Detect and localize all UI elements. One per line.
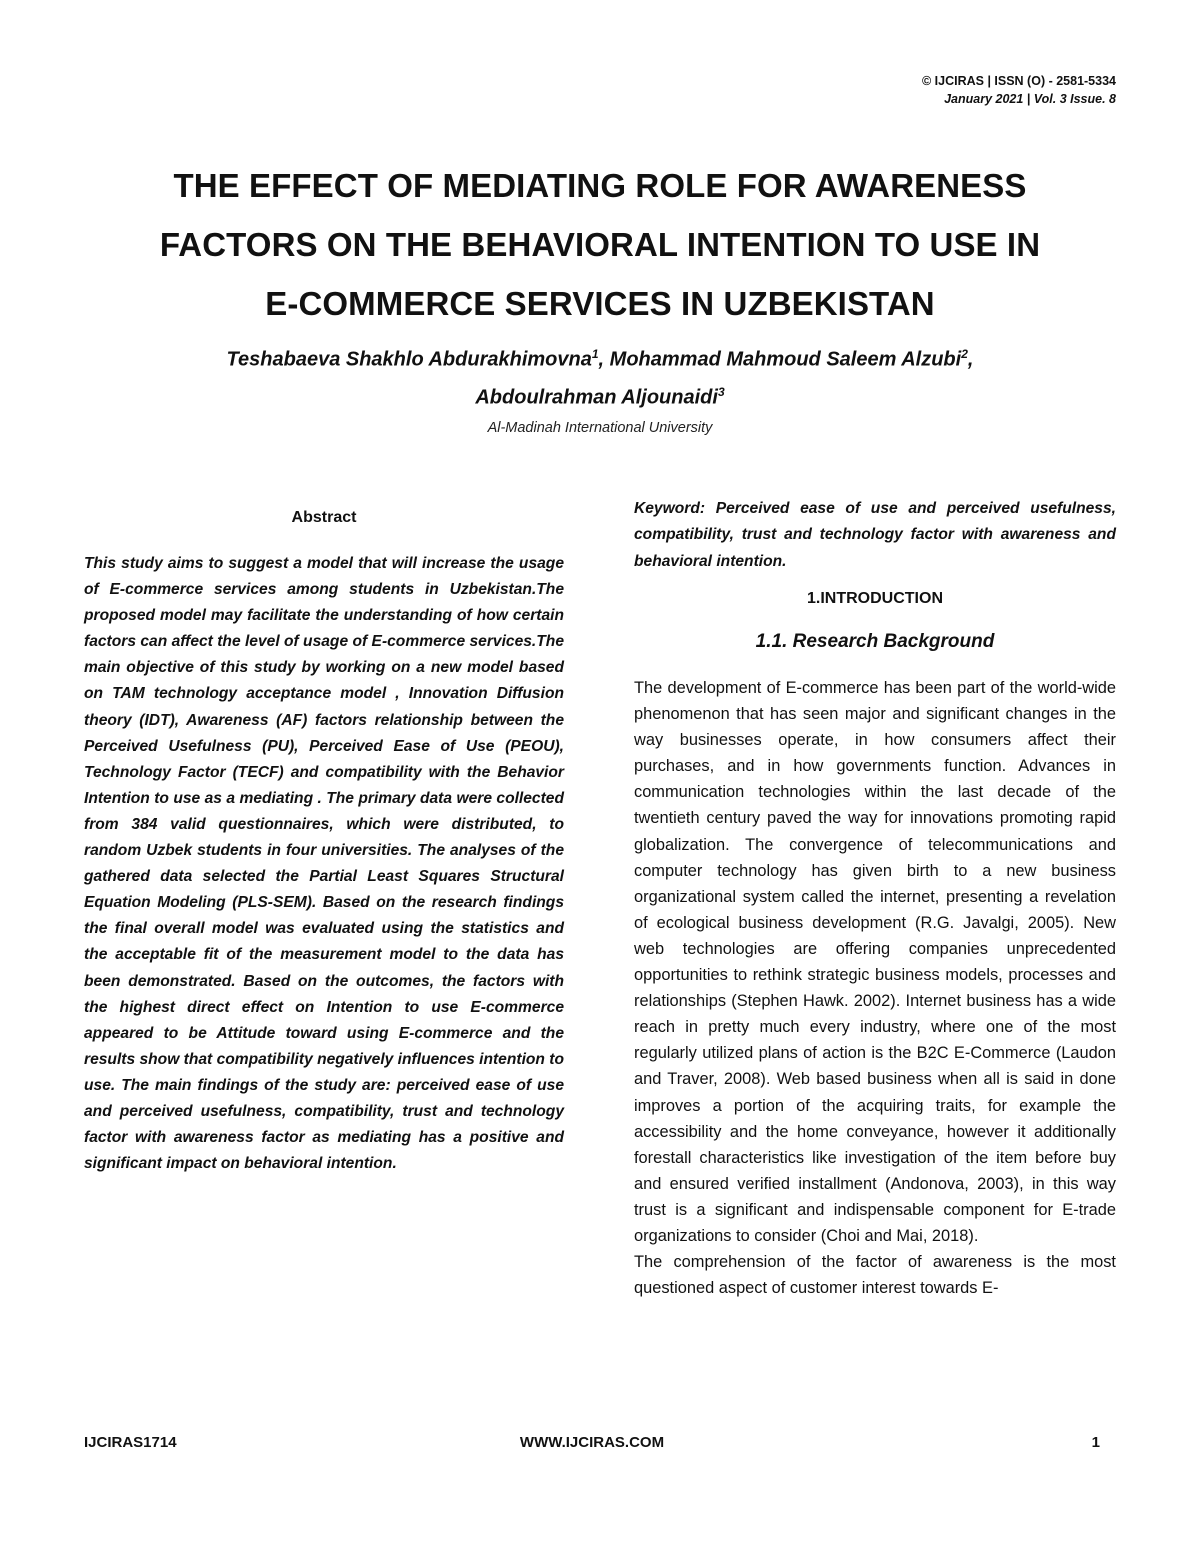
author-1: Teshabaeva Shakhlo Abdurakhimovna	[226, 348, 592, 371]
page-footer	[84, 1434, 1100, 1456]
keywords: Keyword: Perceived ease of use and perceived usefulness, compatibility, trust and technology factor with awareness and behavioral intention.	[634, 500, 1116, 570]
author-2: Mohammad Mahmoud Saleem Alzubi	[609, 348, 962, 371]
author-3: Abdoulrahman Aljounaidi	[475, 386, 718, 409]
footer-paper-id: IJCIRAS1714	[84, 1434, 177, 1451]
title-line-3: E-COMMERCE SERVICES IN UZBEKISTAN	[265, 285, 935, 322]
journal-issue: January 2021 | Vol. 3 Issue. 8	[944, 92, 1116, 106]
author-list: Teshabaeva Shakhlo Abdurakhimovna$^1$, Mohammad Mahmoud Saleem Alzubi$^2$, Abdoulrahman Aljounaidi$^3$	[226, 347, 974, 409]
introduction-body	[634, 675, 1116, 1301]
abstract-text: This study aims to suggest a model that will increase the usage of E-commerce services among students in Uzbekistan.The proposed model may facilitate the understanding of how certain factors can affect the level of usage of E-commerce services.The main objective of this study by working on a new model based on TAM technology acceptance model , Innovation Diffusion theory (IDT), Awareness (AF) factors relationship between the Perceived Usefulness (PU), Perceived Ease of Use (PEOU), Technology Factor (TECF) and compatibility with the Behavior Intention to use as a mediating . The primary data were collected from 384 valid questionnaires, which were distributed, to random Uzbek students in four universities. The analyses of the gathered data selected the Partial Least Squares Structural Equation Modeling (PLS-SEM). Based on the research findings the final overall model was evaluated using the statistics and the acceptable fit of the measurement model to the data has been demonstrated. Based on the outcomes, the factors with the highest direct effect on Intention to use E-commerce appeared to be Attitude toward using E-commerce and the results show that compatibility negatively influences intention to use. The main findings of the study are: perceived ease of use and perceived usefulness, compatibility, trust and technology factor with awareness factor as mediating has a positive and significant impact on behavioral intention.	[84, 555, 565, 1173]
footer-website: WWW.IJCIRAS.COM	[519, 1434, 665, 1451]
affiliation: Al-Madinah International University	[487, 420, 713, 436]
author-3-affiliation-mark: 3	[717, 384, 725, 399]
page-number: 1	[1091, 1434, 1100, 1451]
section-heading-introduction: 1.INTRODUCTION	[807, 590, 943, 607]
journal-issn: © IJCIRAS | ISSN (O) - 2581-5334	[921, 74, 1116, 88]
title-line-1: THE EFFECT OF MEDIATING ROLE FOR AWARENESS	[173, 167, 1027, 204]
journal-header	[922, 72, 1116, 108]
paragraph: The comprehension of the factor of awareness is the most questioned aspect of customer interest towards E-	[634, 1253, 1116, 1298]
abstract-heading: Abstract	[291, 509, 357, 526]
author-2-affiliation-mark: 2	[961, 347, 968, 361]
title-line-2: FACTORS ON THE BEHAVIORAL INTENTION TO USE IN	[159, 226, 1041, 263]
author-1-affiliation-mark: 1	[591, 347, 599, 361]
paper-title	[60, 156, 1140, 333]
subsection-heading-research-background: 1.1. Research Background	[755, 631, 995, 652]
paragraph: The development of E-commerce has been part of the world-wide phenomenon that has seen major and significant changes in the way businesses operate, in how consumers affect their purchases, and in how governments function. Advances in communication technologies within the last decade of the twentieth century paved the way for innovations promoting rapid globalization. The convergence of telecommunications and computer technology has given birth to a new business organizational system called the internet, presenting a revelation of ecological business development (R.G. Javalgi, 2005). New web technologies are offering companies unprecedented opportunities to rethink strategic business models, processes and relationships (Stephen Hawk. 2002). Internet business has a wide reach in pretty much every industry, where one of the most regularly utilized plans of action is the B2C E-Commerce (Laudon and Traver, 2008). Web based business when all is said in done improves a portion of the acquiring traits, for example the accessibility and the home conveyance, however it additionally forestall characteristics like investigation of the item before buy and ensured verified installment (Andonova, 2003), in this way trust is a significant and indispensable component for E-trade organizations to consider (Choi and Mai, 2018).	[634, 679, 1116, 1245]
